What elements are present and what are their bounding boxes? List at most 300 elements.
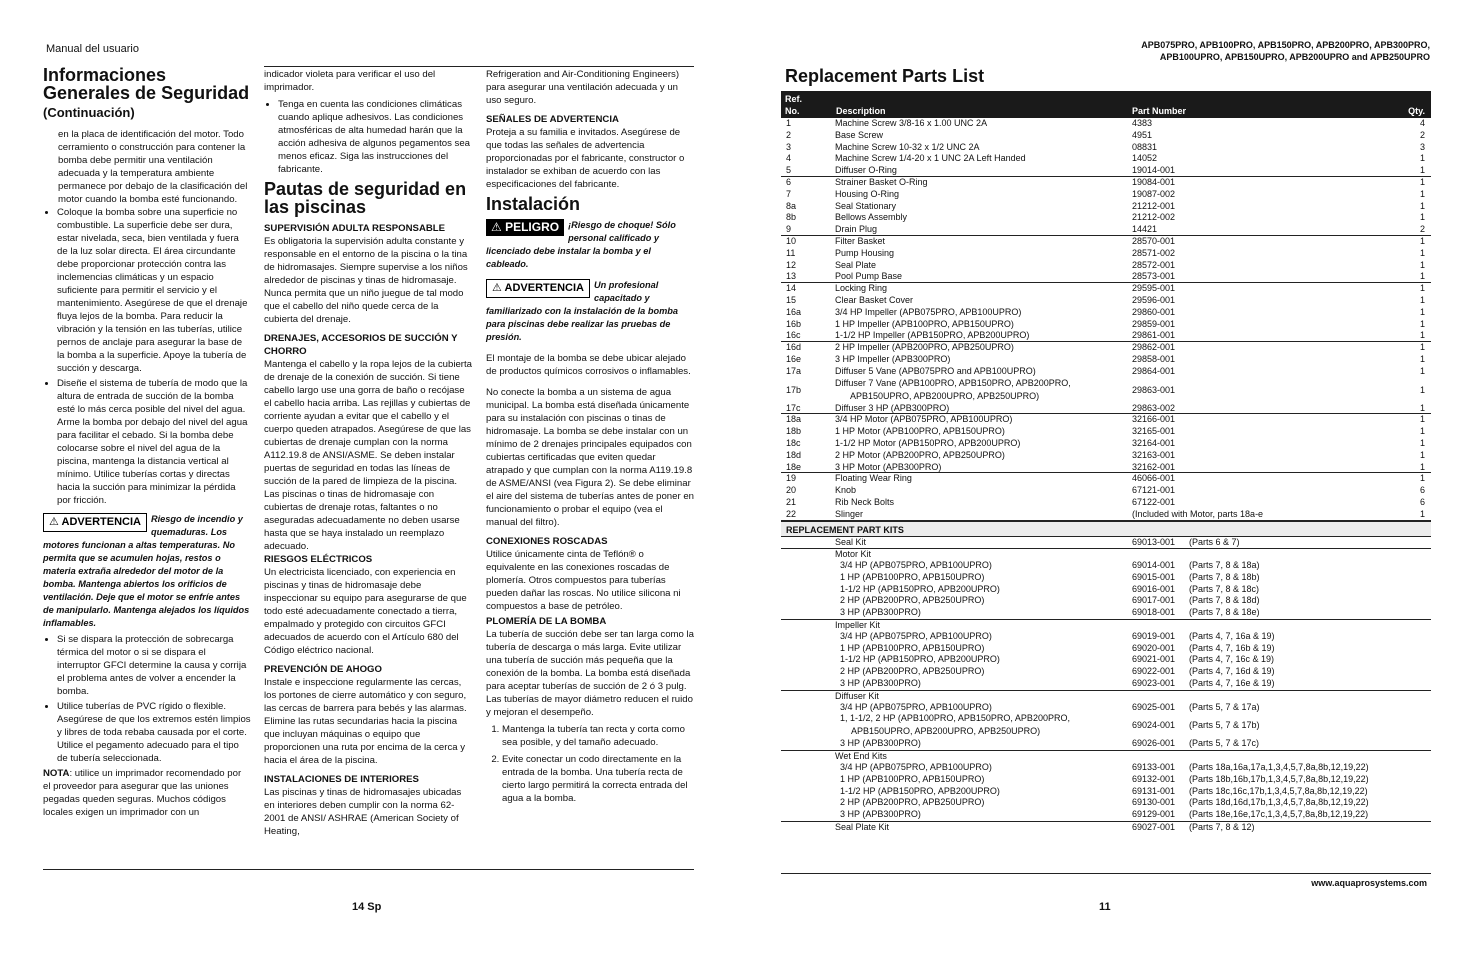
cell-part-number: 14421	[1132, 224, 1158, 235]
cell-description: 3 HP Impeller (APB300PRO)	[835, 353, 951, 364]
table-row	[781, 485, 1431, 497]
kit-part-number: 69017-001	[1132, 595, 1176, 606]
cell-qty: 1	[1419, 235, 1425, 246]
cell-qty: 6	[1419, 485, 1425, 496]
cell-description: 1-1/2 HP Impeller (APB150PRO, APB200UPRO)	[835, 330, 1030, 341]
cell-ref: 16e	[786, 353, 802, 364]
kit-part-number: 69018-001	[1132, 607, 1176, 618]
cell-ref: 15	[786, 294, 797, 305]
cell-qty: 1	[1419, 212, 1425, 223]
cell-qty: 3	[1419, 141, 1425, 152]
nota-paragraph: NOTA: utilice un imprimador recomendado por el proveedor para asegurar que las uniones pegadas queden seguras. Muchos códigos locales exigen un imprimador con un	[43, 768, 242, 818]
column-3	[486, 68, 694, 809]
kit-description: Motor Kit	[835, 549, 872, 560]
kit-description: 1 HP (APB100PRO, APB150UPRO)	[840, 571, 985, 582]
kit-row	[781, 750, 1431, 762]
cell-description: Machine Screw 10-32 x 1/2 UNC 2A	[835, 141, 980, 152]
cell-ref: 4	[786, 153, 792, 164]
numbered-list	[486, 723, 694, 805]
col-part-number: Part Number	[1132, 106, 1187, 116]
kit-description: 1-1/2 HP (APB150PRO, APB200UPRO)	[840, 654, 1000, 665]
cell-ref: 17b	[786, 384, 802, 395]
website-url: www.aquaprosystems.com	[1311, 878, 1427, 888]
divider	[264, 66, 694, 67]
cell-ref: 11	[786, 247, 796, 258]
cell-description: Diffuser 5 Vane (APB075PRO and APB100UPRO)	[835, 365, 1036, 376]
cell-description: Diffuser O-Ring	[835, 165, 897, 176]
cell-part-number: 19087-002	[1132, 188, 1176, 199]
cell-part-number: 32162-001	[1132, 461, 1176, 472]
table-row	[781, 450, 1431, 462]
cell-description-cont: APB150UPRO, APB200UPRO, APB250UPRO)	[850, 390, 1040, 401]
intro-text: indicador violeta para verificar el uso del imprimador.	[264, 69, 436, 93]
kit-parts: (Parts 18d,16d,17b,1,3,4,5,7,8a,8b,12,19,22)	[1189, 797, 1369, 808]
cell-part-number: (Included with Motor, parts 18a-e	[1132, 508, 1264, 519]
cell-part-number: 14052	[1132, 153, 1158, 164]
kit-row	[781, 631, 1431, 643]
cell-description: 3/4 HP Motor (APB075PRO, APB100UPRO)	[835, 414, 1013, 425]
kit-row	[781, 560, 1431, 572]
subheading: RIESGOS ELÉCTRICOS	[264, 554, 373, 565]
table-row	[781, 212, 1431, 224]
paragraph: Mantenga el cabello y la ropa lejos de la cubierta de drenaje de la conexión de succión. Si tiene cabello largo use una gorra de baño o recójase el cabello hacia arriba. Las rejillas y cubiertas de corriente ayudan a evitar que el cabello y el cuerpo queden atrapados. Asegúrese de que las cubiertas de drenaje cumplan con la norma A112.19.8 de ANSI/ASME. Se deben instalar puertas de seguridad en todas las líneas de succión de la pared de limpieza de la piscina. Las piscinas o tinas de hidromasaje con cubiertas de drenaje rotas, faltantes o no aseguradas adecuadamente no deben usarse hasta que se haya instalado un reemplazo adecuado.	[264, 359, 472, 552]
kit-row	[781, 537, 1431, 549]
subheading: SUPERVISIÓN ADULTA RESPONSABLE	[264, 223, 446, 234]
cell-qty: 2	[1419, 129, 1425, 140]
column-2	[264, 68, 472, 842]
cell-part-number: 29858-001	[1132, 353, 1176, 364]
cell-part-number: 67121-001	[1132, 485, 1176, 496]
kit-row	[781, 584, 1431, 596]
cell-ref: 16a	[786, 306, 802, 317]
cell-part-number: 19084-001	[1132, 176, 1176, 187]
cell-part-number: 28573-001	[1132, 271, 1176, 282]
kit-description: 3/4 HP (APB075PRO, APB100UPRO)	[840, 762, 992, 773]
table-row	[781, 342, 1431, 354]
kit-row	[781, 619, 1431, 631]
cell-qty: 1	[1419, 165, 1425, 176]
cell-description: Housing O-Ring	[835, 188, 900, 199]
kit-row	[781, 654, 1431, 666]
section-title-pool-safety: Pautas de seguridad en las piscinas	[264, 179, 467, 217]
cell-description: Base Screw	[835, 129, 884, 140]
cell-qty: 1	[1419, 294, 1425, 305]
cell-description: 2 HP Impeller (APB200PRO, APB250UPRO)	[835, 342, 1014, 353]
cell-part-number: 46066-001	[1132, 473, 1176, 484]
bullet-list	[43, 206, 251, 507]
table-row	[781, 403, 1431, 415]
kit-description-cont: APB150UPRO, APB200UPRO, APB250UPRO)	[851, 726, 1041, 737]
table-row	[781, 319, 1431, 331]
kit-part-number: 69131-001	[1132, 785, 1176, 796]
cell-part-number: 29596-001	[1132, 294, 1176, 305]
subheading: PLOMERÍA DE LA BOMBA	[486, 616, 607, 627]
subheading: CONEXIONES ROSCADAS	[486, 536, 608, 547]
cell-ref: 3	[786, 141, 792, 152]
kit-row	[781, 774, 1431, 786]
kit-row	[781, 797, 1431, 809]
paragraph: No conecte la bomba a un sistema de agua municipal. La bomba está diseñada únicamente para su instalación con piscinas o tinas de hidromasaje. La bomba se debe instalar con un mínimo de 2 drenajes principales equipados con cubiertas certificadas que eviten quedar atrapado y que cumplan con la norma A119.19.8 de ASME/ANSI (vea Figura 2). Se debe eliminar el aire del sistema de tuberías antes de poner en funcionamiento o probar el equipo (vea el manual del filtro).	[486, 387, 694, 528]
kit-row	[781, 702, 1431, 714]
cell-description: Pool Pump Base	[835, 271, 903, 282]
kit-description: 3 HP (APB300PRO)	[840, 738, 921, 749]
cell-qty: 1	[1419, 259, 1425, 270]
cell-qty: 1	[1419, 330, 1425, 341]
table-row	[781, 438, 1431, 450]
kit-part-number: 69014-001	[1132, 560, 1176, 571]
list-item: • Tenga en cuenta las condiciones climáticas cuando aplique adhesivos. Las condiciones atmosféricas de alta humedad harán que la acción adhesiva de algunos pegamentos sea menos eficaz. Siga las instrucciones del fabricante.	[278, 98, 472, 176]
cell-qty: 1	[1419, 271, 1425, 282]
kit-description: 1, 1-1/2, 2 HP (APB100PRO, APB150PRO, APB200PRO,	[840, 713, 1070, 724]
cell-qty: 1	[1419, 200, 1425, 211]
paragraph: Es obligatoria la supervisión adulta constante y responsable en el entorno de la piscina o la tina de hidromasajes. Siempre supervise a los niños alrededor de piscinas y tinas de hidromasaje. Nunca permita que un niño juegue de tal modo que el cabello del niño quede cerca de la cubierta del drenaje.	[264, 236, 468, 325]
cell-qty: 1	[1419, 188, 1425, 199]
cell-part-number: 29862-001	[1132, 342, 1176, 353]
cell-description: Machine Screw 3/8-16 x 1.00 UNC 2A	[835, 118, 988, 128]
cell-description: 1 HP Impeller (APB100PRO, APB150UPRO)	[835, 318, 1014, 329]
cell-qty: 1	[1419, 247, 1425, 258]
kit-parts: (Parts 7, 8 & 18b)	[1189, 571, 1260, 582]
cell-ref: 1	[786, 118, 792, 128]
kit-parts: (Parts 7, 8 & 12)	[1189, 822, 1255, 833]
kit-part-number: 69013-001	[1132, 536, 1176, 547]
kit-row	[781, 738, 1431, 750]
kit-parts: (Parts 7, 8 & 18e)	[1189, 607, 1260, 618]
kit-part-number: 69025-001	[1132, 701, 1176, 712]
kit-part-number: 69133-001	[1132, 762, 1176, 773]
kit-description: Seal Kit	[835, 536, 867, 547]
subheading: DRENAJES, ACCESORIOS DE SUCCIÓN Y CHORRO	[264, 333, 458, 357]
advertencia-badge: ⚠ ADVERTENCIA	[486, 279, 590, 298]
subheading: SEÑALES DE ADVERTENCIA	[486, 114, 619, 125]
cell-description: Bellows Assembly	[835, 212, 908, 223]
kit-row	[781, 666, 1431, 678]
table-row	[781, 118, 1431, 130]
cell-qty: 1	[1419, 353, 1425, 364]
intro-text: Refrigeration and Air-Conditioning Engineers) para asegurar una ventilación adecuada y un uso seguro.	[486, 69, 680, 106]
cell-part-number: 32163-001	[1132, 449, 1176, 460]
cell-qty: 1	[1419, 365, 1425, 376]
kit-row	[781, 821, 1431, 833]
column-1	[43, 66, 251, 823]
model-list-line-1: APB075PRO, APB100PRO, APB150PRO, APB200PRO, APB300PRO,	[1141, 40, 1430, 50]
cell-part-number: 21212-001	[1132, 200, 1176, 211]
cell-ref: 14	[786, 283, 797, 294]
intro-text: en la placa de identificación del motor. Todo cerramiento o construcción para contener la bomba debe permitir una ventilación adecuada y la temperatura ambiente permanece por debajo de la clasificación del motor cuando la bomba esté funcionando.	[58, 129, 248, 205]
table-row	[781, 177, 1431, 189]
kit-part-number: 69024-001	[1132, 720, 1176, 731]
kit-part-number: 69016-001	[1132, 583, 1176, 594]
kit-description: 3/4 HP (APB075PRO, APB100UPRO)	[840, 701, 992, 712]
kit-row	[781, 786, 1431, 798]
cell-part-number: 28572-001	[1132, 259, 1176, 270]
bullet-list	[43, 633, 251, 765]
kit-parts: (Parts 18a,16a,17a,1,3,4,5,7,8a,8b,12,19,22)	[1189, 762, 1369, 773]
manual-label: Manual del usuario	[46, 43, 139, 55]
list-item: 2. Evite conectar un codo directamente en la entrada de la bomba. Una tubería recta de cierto largo permitirá la correcta entrada del agua a la bomba.	[502, 753, 694, 805]
kit-row	[781, 607, 1431, 619]
cell-part-number: 29864-001	[1132, 365, 1176, 376]
parts-list-title: Replacement Parts List	[785, 66, 985, 86]
kit-parts: (Parts 6 & 7)	[1189, 536, 1240, 547]
cell-part-number: 29860-001	[1132, 306, 1176, 317]
parts-table	[781, 91, 1431, 833]
cell-part-number: 32166-001	[1132, 414, 1176, 425]
table-row	[781, 497, 1431, 509]
cell-part-number: 29859-001	[1132, 318, 1176, 329]
divider	[43, 869, 694, 870]
warning-block	[43, 513, 251, 630]
kit-row	[781, 690, 1431, 702]
table-row	[781, 414, 1431, 426]
table-row	[781, 201, 1431, 213]
cell-ref: 18b	[786, 426, 802, 437]
kit-description: 2 HP (APB200PRO, APB250UPRO)	[840, 666, 985, 677]
kit-part-number: 69130-001	[1132, 797, 1176, 808]
kit-description: 3 HP (APB300PRO)	[840, 607, 921, 618]
kit-description: 2 HP (APB200PRO, APB250UPRO)	[840, 797, 985, 808]
advertencia-badge: ⚠ ADVERTENCIA	[43, 513, 147, 532]
kit-parts: (Parts 4, 7, 16c & 19)	[1189, 654, 1275, 665]
kit-parts: (Parts 4, 7, 16a & 19)	[1189, 630, 1275, 641]
table-row	[781, 260, 1431, 272]
cell-part-number: 29863-001	[1132, 384, 1176, 395]
warning-block	[486, 279, 694, 344]
table-row	[781, 236, 1431, 248]
cell-description: Knob	[835, 485, 857, 496]
warning-text: Un profesional capacitado y familiarizado con la instalación de la bomba para piscinas debe realizar las pruebas de presión.	[486, 280, 678, 342]
cell-description: 1-1/2 HP Motor (APB150PRO, APB200UPRO)	[835, 437, 1021, 448]
paragraph: Instale e inspeccione regularmente las cercas, los portones de cierre automático y con seguro, las cercas de barrera para bebés y las alarmas. Elimine las rutas secundarias hacia la piscina que incluyan máquinas o equipo que proporcionen una ruta por encima de la cerca y hacia el área de la piscina.	[264, 677, 467, 766]
kit-part-number: 69019-001	[1132, 630, 1176, 641]
kit-parts: (Parts 18e,16e,17c,1,3,4,5,7,8a,8b,12,19,22)	[1189, 809, 1369, 820]
kit-parts: (Parts 4, 7, 16d & 19)	[1189, 666, 1275, 677]
table-header	[781, 91, 1431, 118]
cell-ref: 18c	[786, 437, 801, 448]
cell-ref: 5	[786, 165, 792, 176]
cell-ref: 18a	[786, 414, 802, 425]
cell-qty: 1	[1419, 508, 1425, 519]
kit-parts: (Parts 18c,16c,17b,1,3,4,5,7,8a,8b,12,19,22)	[1189, 785, 1368, 796]
table-row	[781, 130, 1431, 142]
cell-part-number: 29861-001	[1132, 330, 1176, 341]
kit-part-number: 69023-001	[1132, 678, 1176, 689]
col-description: Description	[836, 106, 886, 116]
cell-part-number: 29595-001	[1132, 283, 1176, 294]
cell-ref: 18e	[786, 461, 802, 472]
cell-description: Pump Housing	[835, 247, 895, 258]
cell-description: 1 HP Motor (APB100PRO, APB150UPRO)	[835, 426, 1005, 437]
table-row	[781, 426, 1431, 438]
table-row	[781, 378, 1431, 403]
paragraph: Un electricista licenciado, con experiencia en piscinas y tinas de hidromasaje debe inspeccionar su equipo para asegurarse de que todo esté adecuadamente conectado a tierra, empalmado y protegido con circuitos GFCI adecuados de acuerdo con el Artículo 680 del Código eléctrico nacional.	[264, 567, 467, 656]
danger-text: ¡Riesgo de choque! Sólo personal calificado y licenciado debe instalar la bomba y el cableado.	[486, 220, 676, 269]
kit-part-number: 69022-001	[1132, 666, 1176, 677]
kit-row	[781, 809, 1431, 821]
kit-description: Impeller Kit	[835, 620, 881, 631]
kit-parts: (Parts 5, 7 & 17c)	[1189, 738, 1260, 749]
cell-ref: 16c	[786, 330, 801, 341]
table-row	[781, 330, 1431, 342]
table-row	[781, 189, 1431, 201]
table-row	[781, 473, 1431, 485]
table-row	[781, 165, 1431, 177]
kit-description: 3 HP (APB300PRO)	[840, 678, 921, 689]
kit-row	[781, 643, 1431, 655]
warning-text: Riesgo de incendio y quemaduras. Los motores funcionan a altas temperaturas. No permita que se acumulen hojas, restos o materia extraña alrededor del motor de la bomba. Mantenga abiertos los orificios de ventilación. Deje que el motor se enfríe antes de manipularlo. Mantenga alejados los líquidos inflamables.	[43, 514, 250, 628]
cell-ref: 8b	[786, 212, 797, 223]
cell-qty: 1	[1419, 449, 1425, 460]
cell-description: Strainer Basket O-Ring	[835, 176, 928, 187]
cell-qty: 1	[1419, 461, 1425, 472]
cell-description: Diffuser 3 HP (APB300PRO)	[835, 402, 950, 413]
kit-parts: (Parts 5, 7 & 17b)	[1189, 720, 1260, 731]
kit-description: Seal Plate Kit	[835, 822, 890, 833]
table-row	[781, 224, 1431, 236]
cell-qty: 1	[1419, 437, 1425, 448]
bullet-list	[264, 98, 472, 176]
kit-description: 1 HP (APB100PRO, APB150UPRO)	[840, 773, 985, 784]
cell-ref: 17a	[786, 365, 802, 376]
cell-ref: 18d	[786, 449, 802, 460]
kit-description: 2 HP (APB200PRO, APB250UPRO)	[840, 595, 985, 606]
cell-qty: 1	[1419, 426, 1425, 437]
cell-qty: 1	[1419, 414, 1425, 425]
cell-description: Seal Stationary	[835, 200, 897, 211]
cell-ref: 17c	[786, 402, 801, 413]
kit-part-number: 69021-001	[1132, 654, 1176, 665]
cell-part-number: 32164-001	[1132, 437, 1176, 448]
kit-description: 1-1/2 HP (APB150PRO, APB200UPRO)	[840, 785, 1000, 796]
table-row	[781, 295, 1431, 307]
kit-parts: (Parts 5, 7 & 17a)	[1189, 701, 1260, 712]
cell-description: Drain Plug	[835, 224, 878, 235]
cell-description: Machine Screw 1/4-20 x 1 UNC 2A Left Handed	[835, 153, 1026, 164]
cell-ref: 16d	[786, 342, 802, 353]
section-title-installation: Instalación	[486, 194, 581, 214]
peligro-badge: ⚠ PELIGRO	[486, 219, 564, 236]
table-row	[781, 509, 1431, 521]
list-item: • Si se dispara la protección de sobrecarga térmica del motor o si se dispara el interruptor GFCI determine la causa y corrija el problema antes de volver a encender la bomba.	[57, 633, 251, 698]
kit-description: Diffuser Kit	[835, 690, 879, 701]
list-item: • Utilice tuberías de PVC rígido o flexible. Asegúrese de que los extremos estén limpios y libres de toda rebaba causada por el corte. Utilice el pegamento adecuado para el tipo de tubería seleccionada.	[57, 700, 251, 765]
cell-ref: 16b	[786, 318, 802, 329]
cell-qty: 2	[1419, 224, 1425, 235]
kit-parts: (Parts 7, 8 & 18a)	[1189, 560, 1260, 571]
kit-rows	[781, 537, 1431, 833]
cell-description: Diffuser 7 Vane (APB100PRO, APB150PRO, APB200PRO,	[835, 377, 1071, 388]
cell-qty: 1	[1419, 176, 1425, 187]
cell-ref: 8a	[786, 200, 797, 211]
cell-description: Seal Plate	[835, 259, 877, 270]
cell-ref: 10	[786, 235, 797, 246]
cell-description: Filter Basket	[835, 235, 886, 246]
cell-qty: 4	[1419, 118, 1425, 128]
kit-parts: (Parts 18b,16b,17b,1,3,4,5,7,8a,8b,12,19,22)	[1189, 773, 1369, 784]
kit-part-number: 69132-001	[1132, 773, 1176, 784]
cell-qty: 1	[1419, 318, 1425, 329]
cell-part-number: 08831	[1132, 141, 1158, 152]
model-list-line-2: APB100UPRO, APB150UPRO, APB200UPRO and APB250UPRO	[1159, 52, 1430, 62]
cell-part-number: 4383	[1132, 118, 1153, 128]
cell-description: 3/4 HP Impeller (APB075PRO, APB100UPRO)	[835, 306, 1022, 317]
cell-qty: 1	[1419, 402, 1425, 413]
cell-ref: 6	[786, 176, 792, 187]
cell-description: Floating Wear Ring	[835, 473, 912, 484]
kit-row	[781, 595, 1431, 607]
table-row	[781, 307, 1431, 319]
kit-description: 1 HP (APB100PRO, APB150UPRO)	[840, 642, 985, 653]
danger-block	[486, 219, 694, 271]
list-item: • Coloque la bomba sobre una superficie no combustible. La superficie debe ser dura, estar nivelada, seca, bien ventilada y fuera de la luz solar directa. El área circundante debe proporcionar protección contra las inclemencias climáticas y un espacio suficiente para permitir el servicio y el mantenimiento. Asegúrese de que el drenaje fluya lejos de la bomba. Para reducir la vibración y la tensión en las tuberías, utilice pernos de anclaje para asegurar la base de la bomba a la superficie. Apoye la tubería de succión y descarga.	[57, 206, 251, 375]
cell-part-number: 19014-001	[1132, 165, 1176, 176]
cell-qty: 6	[1419, 496, 1425, 507]
paragraph: Proteja a su familia e invitados. Asegúrese de que todas las señales de advertencia proporcionadas por el fabricante, constructor o instalador se exhiban de acuerdo con las especificaciones del fabricante.	[486, 127, 685, 190]
cell-description: Slinger	[835, 508, 864, 519]
cell-part-number: 29863-002	[1132, 402, 1176, 413]
cell-ref: 2	[786, 129, 792, 140]
cell-part-number: 67122-001	[1132, 496, 1176, 507]
cell-description: Locking Ring	[835, 283, 888, 294]
kit-description: 3/4 HP (APB075PRO, APB100UPRO)	[840, 630, 992, 641]
kit-row	[781, 572, 1431, 584]
cell-qty: 1	[1419, 306, 1425, 317]
kit-row	[781, 713, 1431, 738]
kit-part-number: 69026-001	[1132, 738, 1176, 749]
divider	[781, 873, 1431, 874]
kit-part-number: 69027-001	[1132, 822, 1176, 833]
kit-description: 3/4 HP (APB075PRO, APB100UPRO)	[840, 560, 992, 571]
subheading: INSTALACIONES DE INTERIORES	[264, 774, 419, 785]
list-item: • Diseñe el sistema de tubería de modo que la altura de entrada de succión de la bomba esté lo más cerca posible del nivel del agua. Arme la bomba por debajo del nivel del agua para facilitar el cebado. Si la bomba debe colocarse sobre el nivel del agua de la piscina, mantenga la distancia vertical al mínimo. Utilice tuberías cortas y directas hacia la succión para minimizar la pérdida por fricción.	[57, 377, 251, 507]
cell-ref: 13	[786, 271, 797, 282]
paragraph: Las piscinas y tinas de hidromasajes ubicadas en interiores deben cumplir con la norma 62-2001 de ANSI/ ASHRAE (American Society of Heating,	[264, 787, 462, 837]
cell-ref: 22	[786, 508, 797, 519]
kit-part-number: 69129-001	[1132, 809, 1176, 820]
cell-part-number: 21212-002	[1132, 212, 1176, 223]
kit-description: Wet End Kits	[835, 751, 887, 762]
cell-part-number: 4951	[1132, 129, 1153, 140]
cell-part-number: 28571-002	[1132, 247, 1176, 258]
cell-qty: 1	[1419, 342, 1425, 353]
cell-ref: 20	[786, 485, 797, 496]
table-row	[781, 271, 1431, 283]
kit-row	[781, 762, 1431, 774]
cell-ref: 7	[786, 188, 792, 199]
cell-description: 3 HP Motor (APB300PRO)	[835, 461, 942, 472]
kit-part-number: 69015-001	[1132, 571, 1176, 582]
paragraph: Utilice únicamente cinta de Teflón® o equivalente en las conexiones roscadas de plomería. Otros compuestos para tuberías pueden dañar las roscas. No utilice silicona ni compuestos a base de petróleo.	[486, 549, 681, 612]
kit-row	[781, 678, 1431, 690]
cell-description: 2 HP Motor (APB200PRO, APB250UPRO)	[835, 449, 1005, 460]
kit-parts: (Parts 7, 8 & 18c)	[1189, 583, 1260, 594]
table-row	[781, 142, 1431, 154]
page-number-left: 14 Sp	[352, 901, 382, 913]
cell-part-number: 32165-001	[1132, 426, 1176, 437]
list-item: 1. Mantenga la tubería tan recta y corta como sea posible, y del tamaño adecuado.	[502, 723, 694, 749]
cell-ref: 19	[786, 473, 797, 484]
col-qty: Qty.	[1408, 106, 1425, 116]
paragraph: El montaje de la bomba se debe ubicar alejado de productos químicos corrosivos o inflamables.	[486, 353, 691, 377]
cell-description: Clear Basket Cover	[835, 294, 914, 305]
paragraph: La tubería de succión debe ser tan larga como la tubería de descarga o más larga. Evite utilizar una tubería de succión más pequeña que la conexión de la bomba. La bomba está diseñada para aceptar tuberías de succión de 2 ó 3 pulg. Las tuberías de mayor diámetro reducen el ruido y mejoran el desempeño.	[486, 629, 694, 718]
cell-qty: 1	[1419, 473, 1425, 484]
subheading: PREVENCIÓN DE AHOGO	[264, 664, 382, 675]
cell-description: Rib Neck Bolts	[835, 496, 895, 507]
col-no: No.	[785, 106, 800, 116]
kit-description: 1-1/2 HP (APB150PRO, APB200UPRO)	[840, 583, 1000, 594]
col-ref: Ref.	[785, 94, 803, 104]
